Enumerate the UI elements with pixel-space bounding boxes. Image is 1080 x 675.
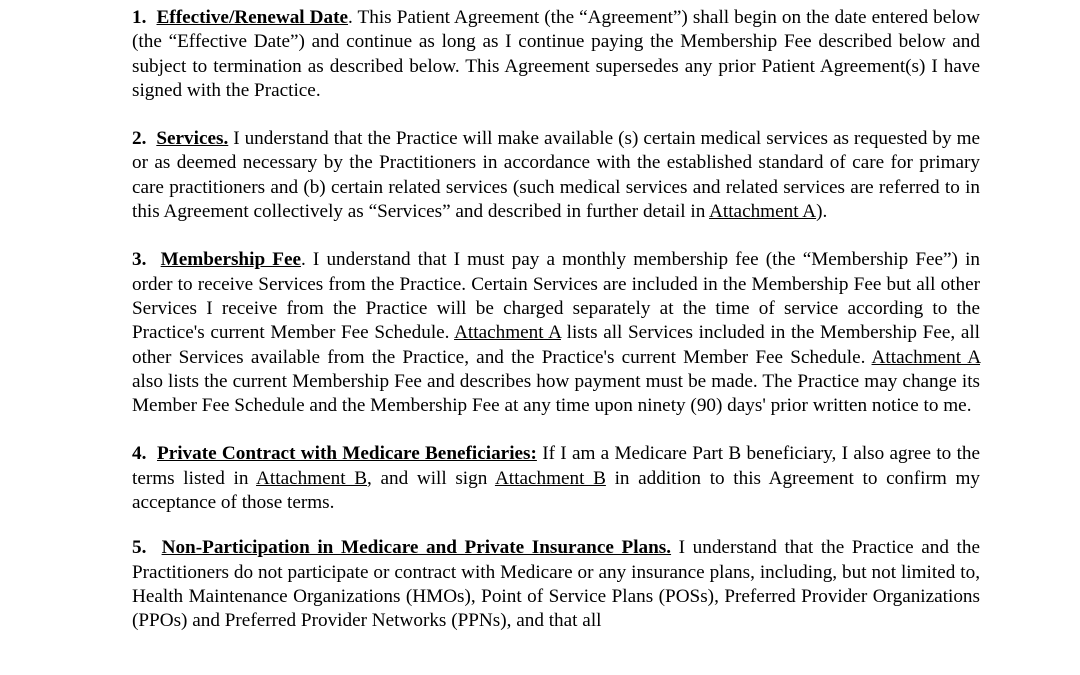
section-text: . I understand that I must pay a monthly membership fee (the “Membership Fee”) in order to receive Services from the Practice. Certain Services are included in the Membership Fee but all other Services I receive from the Practice will be charged separately at the time of service according to the Practice's current Member Fee Schedule. (132, 249, 980, 344)
attachment-b-reference: Attachment B (256, 467, 368, 489)
section-number: 2. (132, 128, 147, 150)
section-text: If I am a Medicare Part B beneficiary, I also agree to the terms listed in (132, 443, 981, 489)
section-text: ). (816, 201, 828, 223)
section-text: I understand that the Practice and the Practitioners do not participate or contract with Medicare or any insurance plans, including, but not limited to, Health Maintenance Organizations (HMOs), Point of Service Plans (POSs), Preferred Provider Organizations (PPOs) and Preferred Provider Networks (PPNs), and that all (132, 537, 980, 632)
attachment-b-reference: Attachment B (494, 467, 606, 489)
section-text: lists all Services included in the Membership Fee, all other Services available from the Practice, and the Practice's current Member Fee Schedule. (132, 322, 980, 368)
section-number: 4. (132, 443, 147, 465)
section-text: , and will sign (367, 467, 495, 489)
section-heading: Effective/Renewal Date (156, 7, 349, 28)
section-text: I understand that the Practice will make available (s) certain medical services as requested by me or as deemed necessary by the Practitioners in accordance with the established standard of care for primary care practitioners and (b) certain related services (such medical services and related services are referred to in this Agreement collectively as “Services” and described in further detail in (132, 128, 981, 223)
section-heading: Services. (156, 128, 229, 150)
section-text: in addition to this Agreement to confirm my acceptance of those terms. (132, 467, 980, 514)
section-number: 3. (132, 249, 147, 271)
agreement-page (132, 6, 980, 634)
section-services (132, 127, 980, 224)
section-effective-renewal-date (132, 6, 980, 103)
attachment-a-reference: Attachment A (871, 346, 980, 368)
section-text: also lists the current Membership Fee and describes how payment must be made. The Practice may change its Member Fee Schedule and the Membership Fee at any time upon ninety (90) days' prior written notice to me. (132, 370, 980, 417)
attachment-a-reference: Attachment A (454, 322, 561, 344)
section-heading: Private Contract with Medicare Beneficiaries: (156, 443, 537, 465)
section-non-participation (132, 536, 980, 633)
section-number: 5. (132, 537, 147, 559)
section-text: . This Patient Agreement (the “Agreement”) shall begin on the date entered below (the “Effective Date”) and continue as long as I continue paying the Membership Fee described below and subject to termination as described below. This Agreement supersedes any prior Patient Agreement(s) I have signed with the Practice. (132, 7, 980, 101)
section-number: 1. (132, 7, 147, 28)
section-private-contract-medicare (132, 442, 980, 515)
section-heading: Membership Fee (160, 249, 301, 271)
attachment-a-reference: Attachment A (709, 201, 817, 223)
section-membership-fee (132, 248, 980, 418)
section-heading: Non-Participation in Medicare and Private Insurance Plans. (161, 537, 672, 559)
